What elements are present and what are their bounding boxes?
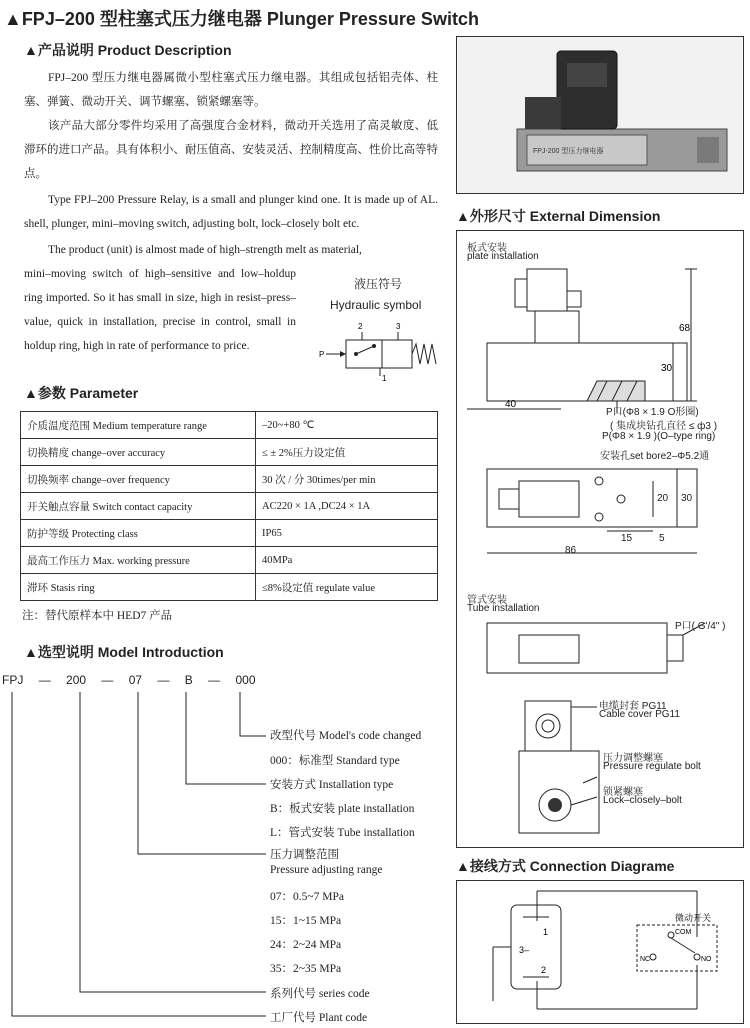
parameter-value: 30 次 / 分 30times/per min: [256, 466, 438, 493]
product-cn-paragraph-1: FPJ–200 型压力继电器属微小型柱塞式压力继电器。其组成包括铝壳体、柱塞、弹簧、微动开关、调节螺塞、锁紧螺塞等。: [24, 72, 438, 108]
oring-note-1: P口(Φ8 × 1.9 O形圈): [606, 407, 699, 418]
hydraulic-symbol-diagram: [318, 318, 444, 384]
parameter-value: AC220 × 1A ,DC24 × 1A: [256, 493, 438, 520]
model-changed-code: 改型代号 Model's code changed: [270, 730, 422, 742]
oring-note-2: ( 集成块钻孔直径 ≤ ф3 ): [610, 421, 718, 432]
mounting-bore-note: 安装孔set bore2–Φ5.2通: [600, 451, 710, 462]
dim-30-b: 30: [681, 493, 693, 504]
oring-note-3: P(Φ8 × 1.9 )(O–type ring): [602, 431, 716, 442]
model-code: [2, 673, 256, 687]
model-range-cn: 压力调整范围: [270, 849, 339, 861]
dim-30-a: 30: [661, 363, 673, 374]
hydraulic-port-1: 1: [382, 374, 387, 383]
model-series-code: 系列代号 series code: [270, 988, 370, 1000]
model-range-15: 15：1~15 MPa: [270, 915, 342, 927]
parameter-value: 40MPa: [256, 547, 438, 574]
parameter-row: [21, 493, 438, 520]
product-description-heading: ▲产品说明 Product Description: [24, 42, 232, 58]
parameter-table: [20, 411, 438, 601]
connection-diagram-panel: [456, 880, 744, 1024]
lock-bolt-cn: 锁紧螺塞: [603, 787, 643, 798]
product-en-paragraph-1: Type FPJ–200 Pressure Relay, is a small and plunger kind one. It is made up of AL. shell, plunger, mini–moving switch, adjusting bolt, lock–closely bolt etc.: [24, 194, 438, 230]
com-label: COM: [675, 929, 692, 936]
parameter-name: 切换精度 change–over accuracy: [21, 439, 256, 466]
product-cn-paragraph-2: 该产品大部分零件均采用了高强度合金材料，微动开关选用了高灵敏度、低滞环的进口产品。具有体积小、耐压值高、安装灵活、控制精度高、性价比高等特点。: [24, 120, 438, 180]
code-fpj: FPJ: [2, 673, 24, 687]
model-range-07: 07：0.5~7 MPa: [270, 891, 344, 903]
pin-1-label: 1: [543, 927, 549, 937]
tube-port-label: P口( G'/4" ): [675, 621, 726, 632]
code-b: B: [184, 673, 193, 687]
plate-installation-cn: 板式安装: [467, 243, 507, 254]
model-introduction-heading: ▲选型说明 Model Introduction: [24, 644, 224, 660]
parameter-name: 介质温度范围 Medium temperature range: [21, 412, 256, 439]
parameter-row: [21, 520, 438, 547]
parameter-name: 切换频率 change–over frequency: [21, 466, 256, 493]
parameter-row: [21, 439, 438, 466]
model-code-tree-lines: [0, 688, 275, 1028]
parameter-heading: ▲参数 Parameter: [24, 385, 139, 401]
dim-86: 86: [565, 545, 577, 556]
code-dash-1: —: [38, 673, 51, 687]
parameter-value: ≤8%设定值 regulate value: [256, 574, 438, 601]
no-label: NO: [701, 956, 712, 963]
tube-installation-en: Tube installation: [467, 603, 540, 614]
product-photo: [456, 36, 744, 194]
connection-diagram-heading: ▲接线方式 Connection Diagrame: [456, 858, 675, 874]
dim-68: 68: [679, 323, 691, 334]
cable-cover-en: Cable cover PG11: [599, 709, 680, 720]
external-dimension-panel: [456, 230, 744, 848]
dim-20: 20: [657, 493, 669, 504]
product-en-paragraph-2-line1: The product (unit) is almost made of high–strength melt as material,: [48, 244, 362, 256]
parameter-name: 滞环 Stasis ring: [21, 574, 256, 601]
parameter-value: ≤ ± 2%压力设定值: [256, 439, 438, 466]
hydraulic-symbol-en: Hydraulic symbol: [330, 298, 422, 312]
plate-installation-en: plate installation: [467, 251, 539, 262]
hydraulic-symbol-cn: 液压符号: [354, 277, 403, 291]
dim-5: 5: [659, 533, 665, 544]
micro-switch-label: 微动开关: [675, 913, 712, 923]
code-dash-3: —: [157, 673, 170, 687]
model-range-en: Pressure adjusting range: [270, 864, 383, 876]
hydraulic-port-p: P: [319, 350, 325, 359]
dim-15: 15: [621, 533, 633, 544]
code-dash-4: —: [208, 673, 221, 687]
parameter-row: [21, 412, 438, 439]
code-dash-2: —: [101, 673, 114, 687]
product-photo-illustration: [457, 37, 743, 193]
parameter-name: 最高工作压力 Max. working pressure: [21, 547, 256, 574]
hydraulic-port-2: 2: [358, 322, 363, 331]
regulate-bolt-en: Pressure regulate bolt: [603, 761, 701, 772]
parameter-value: IP65: [256, 520, 438, 547]
pin-3-label: 3–: [519, 945, 530, 955]
photo-nameplate-text: FPJ-200 型压力继电器: [533, 148, 604, 155]
parameter-value: –20~+80 ℃: [256, 412, 438, 439]
pin-2-label: 2: [541, 965, 547, 975]
parameter-name: 开关触点容量 Switch contact capacity: [21, 493, 256, 520]
dim-40: 40: [505, 399, 517, 410]
parameter-row: [21, 574, 438, 601]
parameter-name: 防护等级 Protecting class: [21, 520, 256, 547]
hydraulic-port-3: 3: [396, 322, 401, 331]
external-dimension-heading: ▲外形尺寸 External Dimension: [456, 208, 661, 224]
tube-installation-cn: 管式安装: [467, 595, 507, 606]
model-installation-type: 安装方式 Installation type: [270, 779, 394, 791]
lock-bolt-en: Lock–closely–bolt: [603, 795, 682, 806]
parameter-row: [21, 547, 438, 574]
cable-cover-cn: 电缆封套 PG11: [599, 701, 667, 712]
model-standard-type: 000：标准型 Standard type: [270, 755, 400, 767]
page-title: ▲FPJ–200 型柱塞式压力继电器 Plunger Pressure Switch: [4, 9, 479, 29]
model-range-35: 35：2~35 MPa: [270, 963, 342, 975]
connection-diagram: [457, 881, 743, 1023]
dimension-drawing: [457, 231, 743, 847]
code-000: 000: [235, 673, 256, 687]
regulate-bolt-cn: 压力调整螺塞: [603, 753, 663, 764]
model-plate-installation: B：板式安装 plate installation: [270, 803, 415, 815]
nc-label: NC: [640, 956, 651, 963]
model-tube-installation: L：管式安装 Tube installation: [270, 827, 415, 839]
model-plant-code: 工厂代号 Plant code: [270, 1012, 368, 1024]
parameter-row: [21, 466, 438, 493]
product-en-paragraph-2-rest: mini–moving switch of high–sensitive and low–holdup ring imported. So it has small in size, high in resist–press–value, quick in installation, precise in control, small in holdup ring, high in rate of performance to price.: [24, 268, 296, 352]
parameter-note: 注：替代原样本中 HED7 产品: [22, 610, 173, 622]
code-07: 07: [128, 673, 143, 687]
code-200: 200: [66, 673, 87, 687]
model-range-24: 24：2~24 MPa: [270, 939, 342, 951]
